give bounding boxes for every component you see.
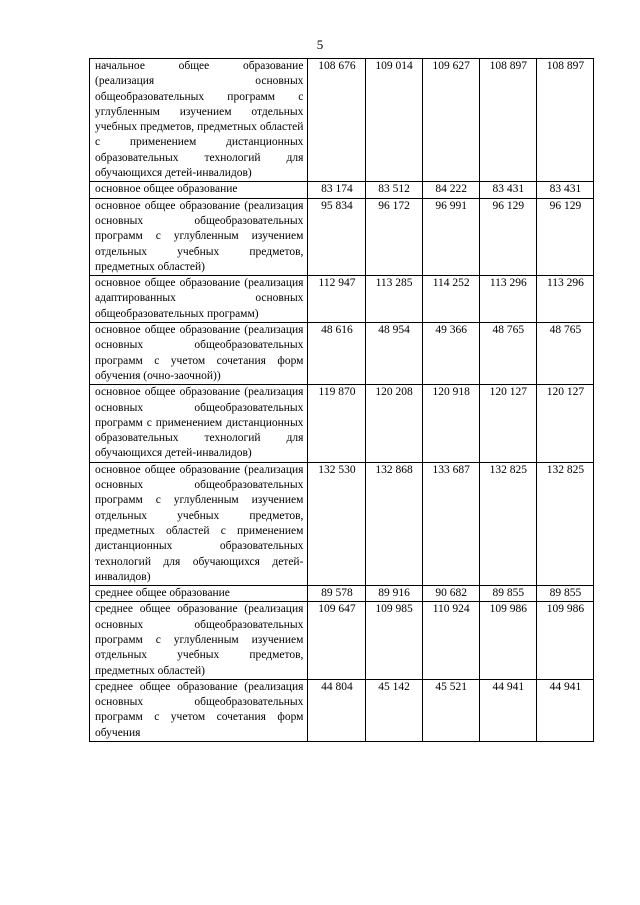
value-cell: 108 897 bbox=[479, 59, 536, 182]
value-cell: 133 687 bbox=[422, 462, 479, 585]
value-cell: 90 682 bbox=[422, 586, 479, 602]
value-cell: 96 172 bbox=[365, 198, 422, 275]
table-row bbox=[90, 323, 594, 385]
value-cell: 83 431 bbox=[479, 182, 536, 198]
row-label: основное общее образование bbox=[90, 182, 308, 198]
table-row bbox=[90, 679, 594, 741]
value-cell: 89 855 bbox=[536, 586, 593, 602]
row-label: среднее общее образование bbox=[90, 586, 308, 602]
value-cell: 112 947 bbox=[308, 276, 365, 323]
value-cell: 96 129 bbox=[479, 198, 536, 275]
table-row bbox=[90, 182, 594, 198]
value-cell: 109 014 bbox=[365, 59, 422, 182]
value-cell: 96 991 bbox=[422, 198, 479, 275]
value-cell: 108 897 bbox=[536, 59, 593, 182]
value-cell: 109 627 bbox=[422, 59, 479, 182]
value-cell: 110 924 bbox=[422, 602, 479, 679]
value-cell: 109 647 bbox=[308, 602, 365, 679]
value-cell: 120 918 bbox=[422, 385, 479, 462]
table-row bbox=[90, 586, 594, 602]
value-cell: 83 431 bbox=[536, 182, 593, 198]
value-cell: 48 616 bbox=[308, 323, 365, 385]
value-cell: 44 804 bbox=[308, 679, 365, 741]
table-row bbox=[90, 385, 594, 462]
value-cell: 96 129 bbox=[536, 198, 593, 275]
value-cell: 113 285 bbox=[365, 276, 422, 323]
value-cell: 89 578 bbox=[308, 586, 365, 602]
value-cell: 48 954 bbox=[365, 323, 422, 385]
value-cell: 132 825 bbox=[536, 462, 593, 585]
value-cell: 83 512 bbox=[365, 182, 422, 198]
table-row bbox=[90, 602, 594, 679]
value-cell: 45 521 bbox=[422, 679, 479, 741]
row-label: основное общее образование (реализация основных общеобразовательных программ с учетом сочетания форм обучения (очно-заочной)) bbox=[90, 323, 308, 385]
value-cell: 132 868 bbox=[365, 462, 422, 585]
value-cell: 108 676 bbox=[308, 59, 365, 182]
value-cell: 109 986 bbox=[536, 602, 593, 679]
row-label: основное общее образование (реализация адаптированных основных общеобразовательных программ) bbox=[90, 276, 308, 323]
row-label: среднее общее образование (реализация основных общеобразовательных программ с углубленным изучением отдельных учебных предметов, предметных областей) bbox=[90, 602, 308, 679]
value-cell: 109 985 bbox=[365, 602, 422, 679]
row-label: основное общее образование (реализация основных общеобразовательных программ с углубленным изучением отдельных учебных предметов, предметных областей с применением дистанционных образовательных технологий для обучающихся детей-инвалидов) bbox=[90, 462, 308, 585]
table-row bbox=[90, 198, 594, 275]
value-cell: 84 222 bbox=[422, 182, 479, 198]
value-cell: 49 366 bbox=[422, 323, 479, 385]
value-cell: 48 765 bbox=[536, 323, 593, 385]
row-label: среднее общее образование (реализация основных общеобразовательных программ с учетом сочетания форм обучения bbox=[90, 679, 308, 741]
value-cell: 120 127 bbox=[536, 385, 593, 462]
value-cell: 113 296 bbox=[479, 276, 536, 323]
value-cell: 45 142 bbox=[365, 679, 422, 741]
value-cell: 120 208 bbox=[365, 385, 422, 462]
funding-table bbox=[89, 58, 594, 742]
value-cell: 95 834 bbox=[308, 198, 365, 275]
value-cell: 89 916 bbox=[365, 586, 422, 602]
row-label: основное общее образование (реализация основных общеобразовательных программ с применением дистанционных образовательных технологий для обучающихся детей-инвалидов) bbox=[90, 385, 308, 462]
page-number: 5 bbox=[316, 37, 324, 52]
value-cell: 114 252 bbox=[422, 276, 479, 323]
table-body bbox=[90, 59, 594, 742]
value-cell: 48 765 bbox=[479, 323, 536, 385]
table-row bbox=[90, 276, 594, 323]
table-row bbox=[90, 462, 594, 585]
table-row bbox=[90, 59, 594, 182]
value-cell: 109 986 bbox=[479, 602, 536, 679]
value-cell: 44 941 bbox=[536, 679, 593, 741]
value-cell: 83 174 bbox=[308, 182, 365, 198]
value-cell: 132 530 bbox=[308, 462, 365, 585]
value-cell: 132 825 bbox=[479, 462, 536, 585]
row-label: начальное общее образование (реализация основных общеобразовательных программ с углубленным изучением отдельных учебных предметов, предметных областей с применением дистанционных образовательных технологий для обучающихся детей-инвалидов) bbox=[90, 59, 308, 182]
value-cell: 44 941 bbox=[479, 679, 536, 741]
value-cell: 89 855 bbox=[479, 586, 536, 602]
value-cell: 120 127 bbox=[479, 385, 536, 462]
value-cell: 119 870 bbox=[308, 385, 365, 462]
row-label: основное общее образование (реализация основных общеобразовательных программ с углубленным изучением отдельных учебных предметов, предметных областей) bbox=[90, 198, 308, 275]
value-cell: 113 296 bbox=[536, 276, 593, 323]
